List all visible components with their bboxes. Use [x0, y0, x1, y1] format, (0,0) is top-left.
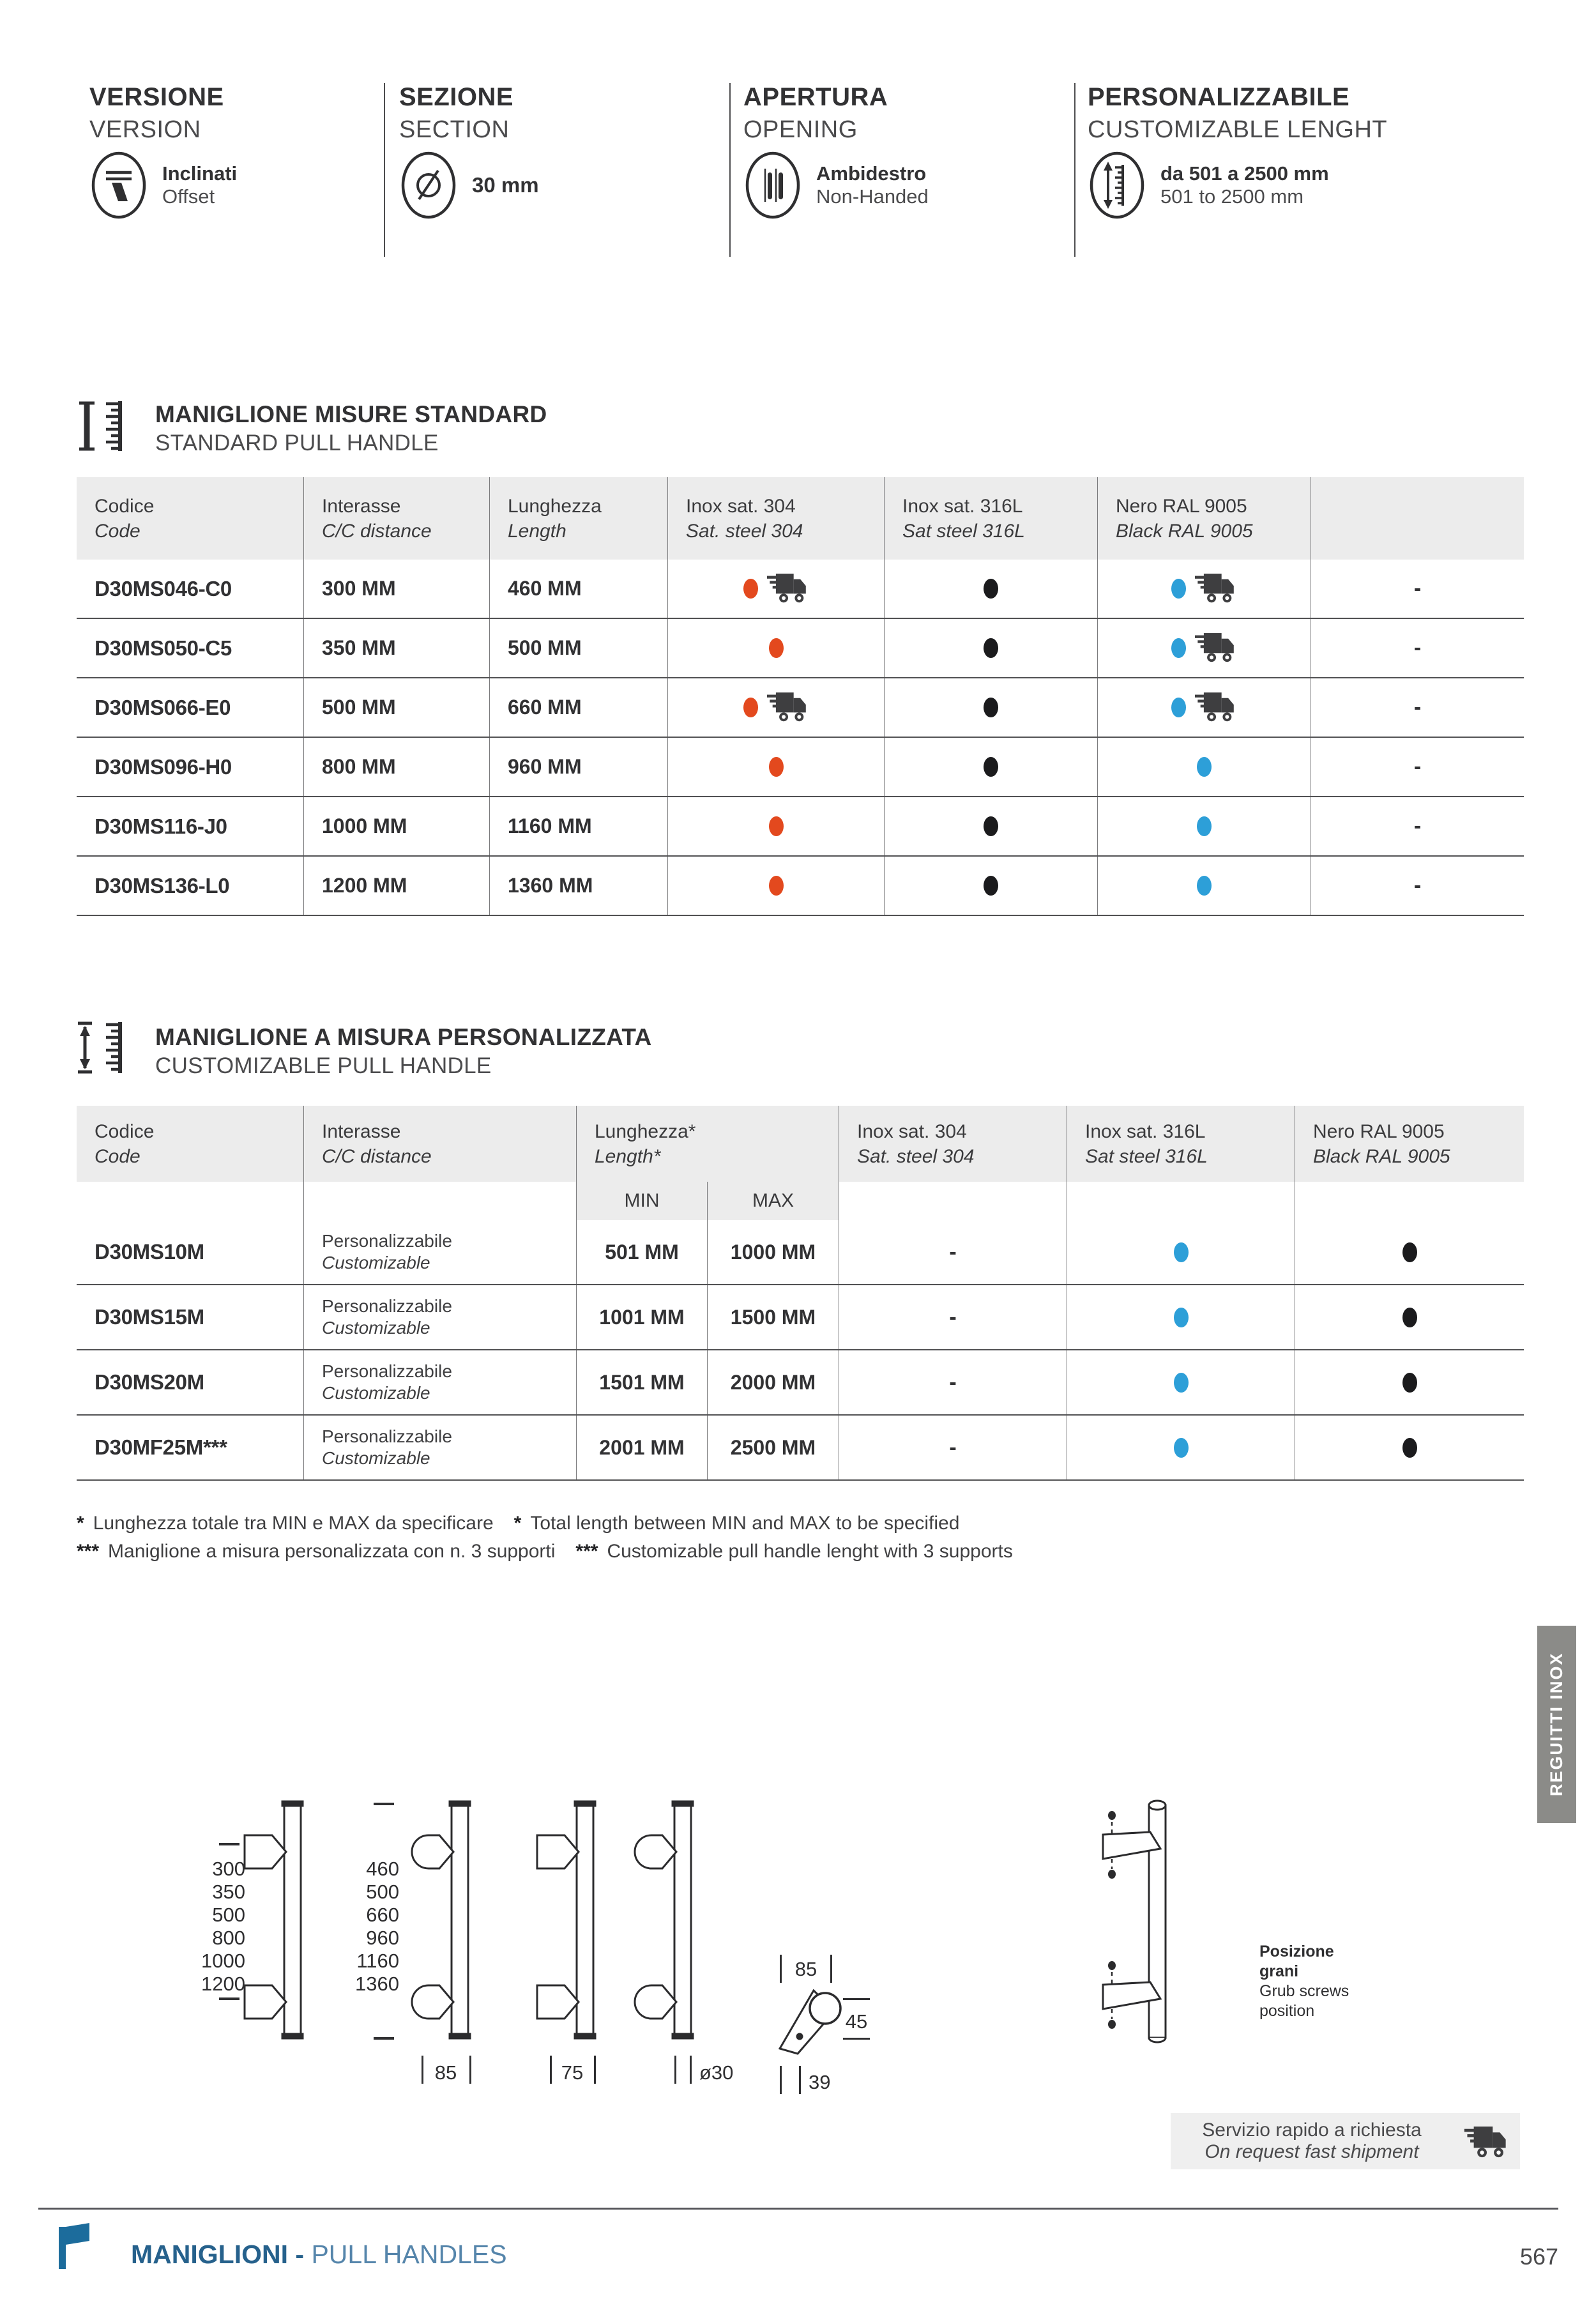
product-code: D30MF25M*** — [95, 1435, 227, 1459]
product-code: D30MS20M — [95, 1370, 204, 1394]
custom-length-icon — [1089, 151, 1145, 220]
availability-inox316 — [1067, 1285, 1295, 1349]
product-code: D30MS046-C0 — [95, 576, 232, 600]
product-code: D30MS15M — [95, 1305, 204, 1329]
availability-nero — [1098, 857, 1311, 915]
fast-shipment-banner — [1171, 2113, 1520, 2169]
availability-dot — [984, 876, 998, 896]
footer-brand: MANIGLIONI - PULL HANDLES — [131, 2240, 507, 2269]
section-standard-title: MANIGLIONE MISURE STANDARD — [155, 401, 547, 427]
length-values — [355, 1803, 399, 2040]
not-available-dash: - — [949, 1370, 957, 1394]
availability-dot — [984, 698, 998, 717]
product-code: D30MS096-H0 — [95, 754, 232, 779]
fast-shipping-truck-icon — [767, 574, 809, 604]
diameter-icon — [400, 151, 457, 220]
not-available-dash: - — [949, 1239, 957, 1264]
not-available-dash: - — [1413, 754, 1422, 779]
col-interasse: Interasse — [322, 1120, 401, 1142]
svg-text:1360: 1360 — [355, 1973, 399, 1995]
availability-inox316 — [1067, 1416, 1295, 1479]
table-row: D30MS20M Personalizzabile Customizable 1501 MM 2000 MM - — [77, 1349, 1524, 1414]
feature-version-value-en: Offset — [162, 185, 215, 208]
svg-text:39: 39 — [809, 2071, 831, 2093]
not-available-dash: - — [1413, 576, 1422, 600]
col-inox304: Inox sat. 304 — [686, 495, 796, 517]
non-handed-icon — [745, 151, 801, 220]
grub-screws-drawing — [1103, 1801, 1166, 2042]
availability-nero — [1098, 678, 1311, 737]
table-row: D30MS116-J0 1000 MM 1160 MM - — [77, 796, 1524, 855]
feature-version-title: VERSIONE — [89, 83, 224, 111]
availability-nero — [1098, 797, 1311, 855]
availability-inox316 — [885, 738, 1098, 796]
feature-opening-value: Ambidestro — [816, 162, 927, 185]
feature-divider — [1074, 83, 1075, 257]
availability-dot — [1197, 757, 1212, 777]
col-inox316: Inox sat. 316L — [1085, 1120, 1206, 1142]
section-custom-subtitle: CUSTOMIZABLE PULL HANDLE — [155, 1053, 492, 1078]
table-row: D30MS066-E0 500 MM 660 MM - — [77, 677, 1524, 737]
availability-dot — [1174, 1242, 1189, 1262]
feature-custom-subtitle: CUSTOMIZABLE LENGHT — [1088, 116, 1388, 143]
svg-text:75: 75 — [561, 2061, 584, 2084]
feature-version-value: Inclinati — [162, 162, 238, 185]
standard-size-icon — [77, 397, 135, 456]
technical-drawings — [179, 1775, 1526, 2104]
svg-text:960: 960 — [366, 1927, 399, 1949]
availability-inox316 — [1067, 1220, 1295, 1284]
col-lunghezza: Lunghezza — [508, 495, 602, 517]
fast-shipping-truck-icon — [767, 692, 809, 722]
availability-dot — [1402, 1308, 1417, 1327]
table-row: D30MS096-H0 800 MM 960 MM - — [77, 737, 1524, 796]
product-code: D30MS116-J0 — [95, 814, 227, 838]
sidebar-tab-reguitti-inox: REGUITTI INOX — [1537, 1626, 1576, 1823]
availability-inox304 — [668, 619, 885, 677]
svg-text:1160: 1160 — [356, 1950, 399, 1972]
availability-nero — [1098, 560, 1311, 618]
availability-nero — [1295, 1350, 1524, 1414]
col-codice: Codice — [95, 495, 155, 517]
fast-shipping-truck-icon — [1464, 2127, 1510, 2158]
not-available-dash: - — [949, 1304, 957, 1329]
not-available-dash: - — [1413, 636, 1422, 660]
section-custom-title: MANIGLIONE A MISURA PERSONALIZZATA — [155, 1024, 652, 1050]
standard-table — [77, 477, 1524, 916]
availability-dot — [1171, 698, 1186, 717]
availability-inox304 — [668, 678, 885, 737]
svg-text:800: 800 — [212, 1927, 245, 1949]
availability-inox316 — [885, 560, 1098, 618]
availability-dot — [1174, 1438, 1189, 1458]
min-label: MIN — [624, 1190, 660, 1211]
not-available-dash: - — [1413, 814, 1422, 838]
standard-table-header: Codice Code Interasse C/C distance Lunghezza Length Inox sat. 304 Sat. steel 304 Inox sat. 316L Sat steel 316L Nero RAL 9005 Black RAL 9005 — [77, 477, 1524, 560]
reguitti-logo — [55, 2222, 92, 2273]
min-max-subheader — [77, 1182, 1524, 1220]
col-lunghezza: Lunghezza* — [595, 1120, 696, 1142]
product-code: D30MS136-L0 — [95, 873, 230, 897]
availability-dot — [769, 876, 784, 896]
svg-text:85: 85 — [434, 2061, 457, 2084]
fast-shipping-truck-icon — [1195, 633, 1237, 663]
col-codice: Codice — [95, 1120, 155, 1142]
fast-shipping-truck-icon — [1195, 574, 1237, 604]
availability-dot — [984, 816, 998, 836]
availability-inox316 — [885, 797, 1098, 855]
feature-divider — [384, 83, 385, 257]
availability-dot — [1174, 1308, 1189, 1327]
fast-shipping-truck-icon — [1195, 692, 1237, 722]
svg-text:85: 85 — [794, 1958, 817, 1980]
not-available-dash: - — [1413, 873, 1422, 897]
side-profile-drawing — [780, 1955, 870, 2094]
availability-dot — [984, 757, 998, 777]
availability-dot — [769, 638, 784, 658]
feature-custom-title: PERSONALIZZABILE — [1088, 83, 1350, 111]
svg-text:460: 460 — [366, 1858, 399, 1880]
footnote-supports: *** Maniglione a misura personalizzata con n. 3 supporti *** Customizable pull handle lenght with 3 supports — [77, 1541, 1013, 1562]
svg-text:1200: 1200 — [201, 1973, 245, 1995]
svg-text:500: 500 — [212, 1904, 245, 1926]
grub-screws-caption: Posizione grani Grub screws position — [1259, 1943, 1349, 2020]
feature-opening-value-en: Non-Handed — [816, 185, 929, 208]
footer-rule — [38, 2208, 1558, 2210]
custom-size-icon — [77, 1017, 135, 1078]
availability-dot — [984, 638, 998, 658]
table-row: D30MS15M Personalizzabile Customizable 1001 MM 1500 MM - — [77, 1284, 1524, 1349]
section-standard-subtitle: STANDARD PULL HANDLE — [155, 431, 439, 455]
col-interasse: Interasse — [322, 495, 401, 517]
not-available-dash: - — [949, 1435, 957, 1460]
feature-section-subtitle: SECTION — [399, 116, 510, 143]
max-label: MAX — [752, 1190, 794, 1211]
feature-section-title: SEZIONE — [399, 83, 514, 111]
availability-dot — [1171, 579, 1186, 599]
page-number: 567 — [1519, 2243, 1558, 2270]
not-available-dash: - — [1413, 695, 1422, 719]
availability-nero — [1098, 619, 1311, 677]
col-empty — [1311, 477, 1524, 560]
svg-text:45: 45 — [845, 2010, 868, 2033]
svg-text:660: 660 — [366, 1904, 399, 1926]
availability-dot — [1402, 1242, 1417, 1262]
offset-handle-icon — [91, 151, 147, 220]
fast-shipment-text-en: On request fast shipment — [1205, 2141, 1419, 2162]
availability-nero — [1295, 1416, 1524, 1479]
availability-inox316 — [885, 619, 1098, 677]
feature-divider — [729, 83, 731, 257]
feature-version-subtitle: VERSION — [89, 116, 201, 143]
table-row: D30MS136-L0 1200 MM 1360 MM - — [77, 855, 1524, 916]
availability-dot — [1171, 638, 1186, 658]
availability-dot — [1402, 1373, 1417, 1393]
col-inox304: Inox sat. 304 — [857, 1120, 967, 1142]
availability-inox304 — [668, 857, 885, 915]
feature-custom-value-en: 501 to 2500 mm — [1160, 185, 1304, 208]
availability-inox304 — [668, 797, 885, 855]
svg-text:350: 350 — [212, 1881, 245, 1903]
availability-dot — [1174, 1373, 1189, 1393]
availability-dot — [769, 757, 784, 777]
svg-text:1000: 1000 — [201, 1950, 245, 1972]
feature-opening-title: APERTURA — [743, 83, 888, 111]
footnote-length: * Lunghezza totale tra MIN e MAX da specificare * Total length between MIN and MAX to be specified — [77, 1513, 960, 1534]
product-code: D30MS050-C5 — [95, 636, 232, 660]
fast-shipment-text-it: Servizio rapido a richiesta — [1202, 2120, 1422, 2141]
product-code: D30MS10M — [95, 1240, 204, 1264]
availability-inox316 — [885, 857, 1098, 915]
custom-table — [77, 1106, 1524, 1481]
table-row: D30MS046-C0 300 MM 460 MM - — [77, 560, 1524, 618]
product-code: D30MS066-E0 — [95, 695, 231, 719]
feature-custom-value: da 501 a 2500 mm — [1160, 162, 1329, 185]
cc-distance-values — [201, 1843, 245, 2000]
availability-dot — [1197, 816, 1212, 836]
col-nero9005: Nero RAL 9005 — [1313, 1120, 1445, 1142]
svg-text:ø30: ø30 — [699, 2061, 734, 2084]
dimension-labels — [422, 2056, 733, 2084]
col-inox316: Inox sat. 316L — [902, 495, 1023, 517]
col-nero9005: Nero RAL 9005 — [1116, 495, 1247, 517]
feature-opening-subtitle: OPENING — [743, 116, 858, 143]
svg-text:300: 300 — [212, 1858, 245, 1880]
availability-inox316 — [885, 678, 1098, 737]
svg-text:500: 500 — [366, 1881, 399, 1903]
availability-nero — [1295, 1285, 1524, 1349]
availability-dot — [743, 579, 758, 599]
availability-dot — [1197, 876, 1212, 896]
feature-section-value: 30 mm — [472, 173, 539, 197]
availability-dot — [984, 579, 998, 599]
table-row: D30MS050-C5 350 MM 500 MM - — [77, 618, 1524, 677]
availability-dot — [769, 816, 784, 836]
table-row: D30MS10M Personalizzabile Customizable 501 MM 1000 MM - — [77, 1220, 1524, 1284]
availability-inox316 — [1067, 1350, 1295, 1414]
availability-inox304 — [668, 738, 885, 796]
availability-nero — [1295, 1220, 1524, 1284]
custom-table-header: Codice Code Interasse C/C distance Lunghezza* Length* Inox sat. 304 Sat. steel 304 Inox sat. 316L Sat steel 316L Nero RAL 9005 Black RAL 9005 — [77, 1106, 1524, 1182]
table-row: D30MF25M*** Personalizzabile Customizable 2001 MM 2500 MM - — [77, 1414, 1524, 1481]
availability-dot — [1402, 1438, 1417, 1458]
availability-inox304 — [668, 560, 885, 618]
availability-nero — [1098, 738, 1311, 796]
availability-dot — [743, 698, 758, 717]
